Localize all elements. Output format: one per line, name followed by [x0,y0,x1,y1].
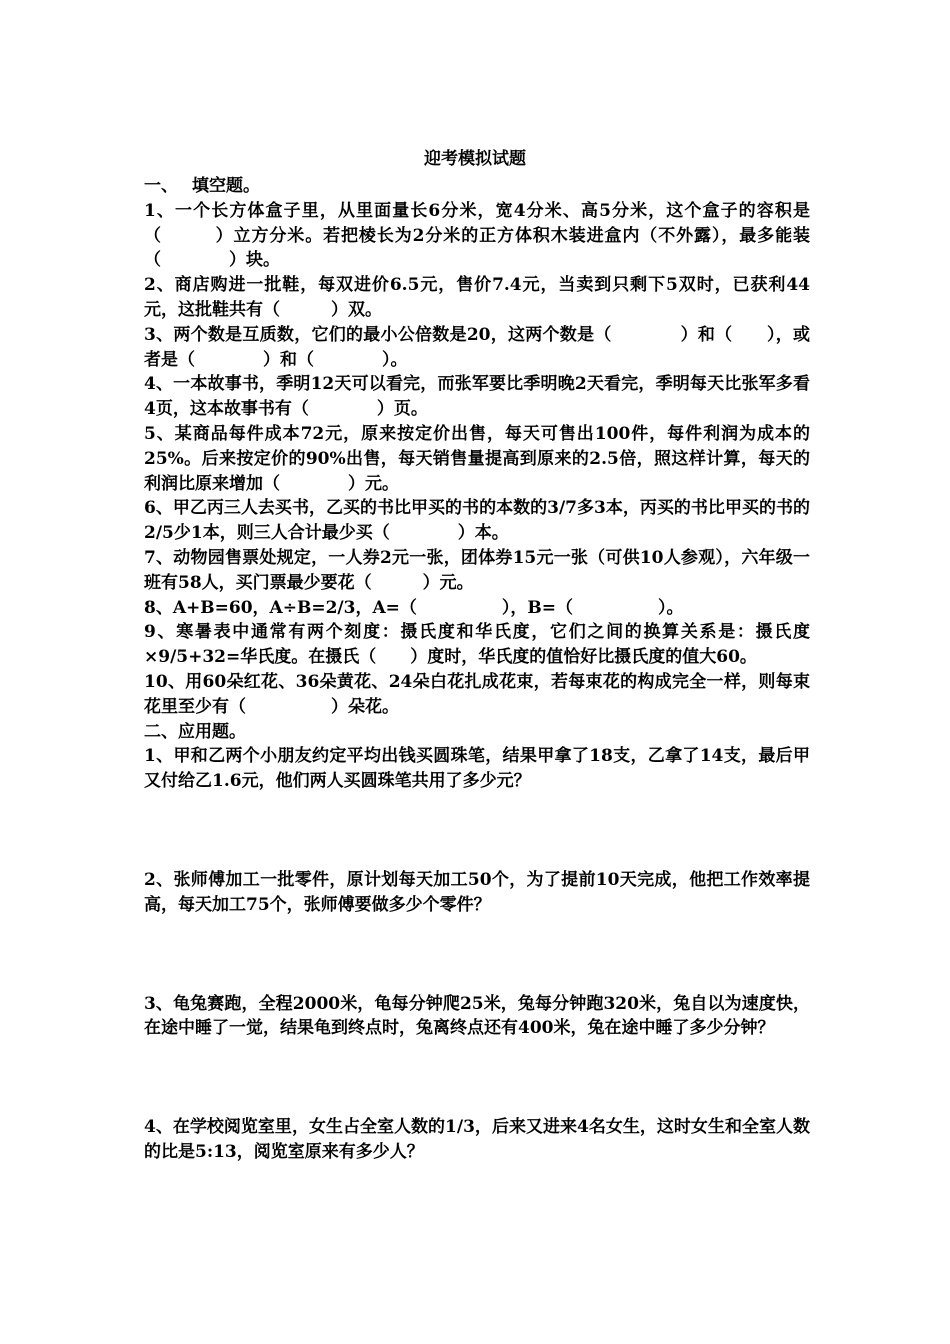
question-4: 4、一本故事书，季明12天可以看完，而张军要比季明晚2天看完，季明每天比张军多看4页，这本故事书有（ ）页。 [144,374,810,420]
exam-content [144,174,810,1165]
answer-space [144,1041,810,1115]
question-6: 6、甲乙丙三人去买书，乙买的书比甲买的书的本数的3/7多3本，丙买的书比甲买的书的2/5少1本，则三人合计最少买（ ）本。 [144,498,810,544]
application-question-4: 4、在学校阅览室里，女生占全室人数的1/3，后来又进来4名女生，这时女生和全室人数的比是5:13，阅览室原来有多少人？ [144,1117,810,1162]
question-5: 5、某商品每件成本72元，原来按定价出售，每天可售出100件，每件利润为成本的25%。后来按定价的90%出售，每天销售量提高到原来的2.5倍，照这样计算，每天的利润比原来增加（ ）元。 [144,423,810,494]
section-title: 填空题。 [192,176,260,196]
application-question-2: 2、张师傅加工一批零件，原计划每天加工50个，为了提前10天完成，他把工作效率提高，每天加工75个，张师傅要做多少个零件？ [144,869,810,915]
section-heading-fill-in [144,174,810,199]
question-7: 7、动物园售票处规定，一人券2元一张，团体券15元一张（可供10人参观），六年级一班有58人，买门票最少要花（ ）元。 [144,547,810,593]
application-question-3: 3、龟兔赛跑，全程2000米，龟每分钟爬25米，兔每分钟跑320米，兔自以为速度快，在途中睡了一觉，结果龟到终点时，兔离终点还有400米，兔在途中睡了多少分钟？ [144,993,810,1039]
question-2: 2、商店购进一批鞋，每双进价6.5元，售价7.4元，当卖到只剩下5双时，已获利44元，这批鞋共有（ ）双。 [144,275,810,320]
page-title: 迎考模拟试题 [424,149,526,169]
application-question-1: 1、甲和乙两个小朋友约定平均出钱买圆珠笔，结果甲拿了18支，乙拿了14支，最后甲又付给乙1.6元，他们两人买圆珠笔共用了多少元？ [144,746,810,792]
question-9: 9、寒暑表中通常有两个刻度：摄氏度和华氏度，它们之间的换算关系是：摄氏度×9/5+32=华氏度。在摄氏（ ）度时，华氏度的值恰好比摄氏度的值大60。 [144,622,810,668]
answer-space [144,918,810,992]
section-number: 一、 [144,176,178,196]
question-1: 1、一个长方体盒子里，从里面量长6分米，宽4分米、高5分米，这个盒子的容积是（ ）立方分米。若把棱长为2分米的正方体积木装进盒内（不外露），最多能装（ ）块。 [144,200,810,271]
section-heading-application: 二、应用题。 [144,721,246,742]
question-3: 3、两个数是互质数，它们的最小公倍数是20，这两个数是（ ）和（ ），或者是（ ）和（ ）。 [144,324,810,370]
question-10: 10、用60朵红花、36朵黄花、24朵白花扎成花束，若每束花的构成完全一样，则每束花里至少有（ ）朵花。 [144,671,810,717]
question-8: 8、A+B=60，A÷B=2/3，A=（ ），B=（ ）。 [144,597,684,618]
answer-space [144,794,810,868]
